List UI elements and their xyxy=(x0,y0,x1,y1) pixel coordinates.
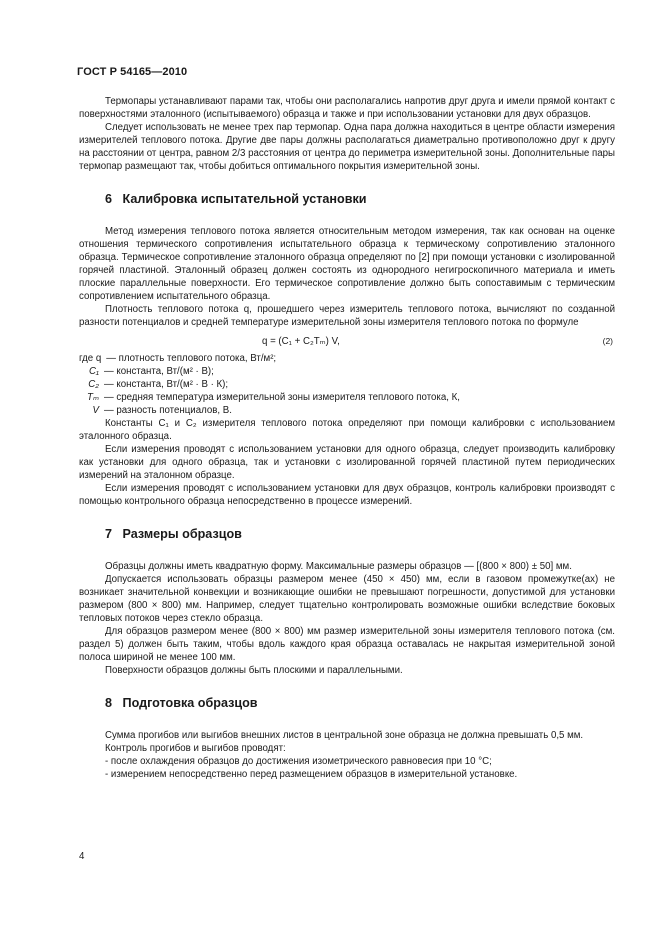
section-8-paragraph-1: Сумма прогибов или выгибов внешних листов в центральной зоне образца не должна превышать 0,5 мм. xyxy=(105,730,584,741)
definition-text: — плотность теплового потока, Вт/м²; xyxy=(106,353,277,364)
section-6-paragraph-4: Если измерения проводят с использованием установки для одного образца, следует производить калибровку как установки для одного образца, так и установки с изолированной горячей пластиной путем периодических измерений на эталонном образце. xyxy=(79,444,615,481)
formula-text: q = (C₁ + C₂Tₘ) V, xyxy=(262,336,340,347)
section-7-paragraph-3: Для образцов размером менее (800 × 800) мм размер измерительной зоны измерителя теплового потока (см. раздел 5) должен быть таким, чтобы вдоль каждого края образца оставалась не накрытая измерительной зоной полоса шириной не менее 100 мм. xyxy=(79,626,615,663)
page-content xyxy=(79,95,615,781)
formula-number: (2) xyxy=(602,336,613,346)
section-7-heading xyxy=(105,527,615,541)
section-8-list xyxy=(79,755,615,781)
section-6-paragraph-5: Если измерения проводят с использованием установки для двух образцов, контроль калибровки производят с помощью контрольного образца непосредственно в процессе измерений. xyxy=(79,483,615,507)
definition-row xyxy=(79,365,615,378)
definition-symbol: C₂ xyxy=(88,379,99,390)
running-header: ГОСТ Р 54165—2010 xyxy=(77,66,188,78)
definition-row xyxy=(79,378,615,391)
definition-symbol: Tₘ xyxy=(87,392,99,403)
section-7-paragraph-1: Образцы должны иметь квадратную форму. Максимальные размеры образцов — [(800 × 800) ± 50] мм. xyxy=(105,561,572,572)
definition-symbol: где q xyxy=(79,353,102,364)
section-8-number: 8 xyxy=(105,696,113,710)
section-6-title: Калибровка испытательной установки xyxy=(122,192,367,206)
list-item: - после охлаждения образцов до достижения изометрического равновесия при 10 °C; xyxy=(105,756,492,767)
definition-symbol: V xyxy=(92,405,99,416)
page-number: 4 xyxy=(79,851,85,862)
section-8-paragraph-2: Контроль прогибов и выгибов проводят: xyxy=(105,743,286,754)
section-6-number: 6 xyxy=(105,192,113,206)
definition-text: — средняя температура измерительной зоны измерителя теплового потока, К, xyxy=(104,392,460,403)
section-7-paragraph-2: Допускается использовать образцы размером менее (450 × 450) мм, если в газовом промежутке(ах) не возникает значительной конвекции и возникающие ошибки не превышают погрешности, допустимой для установки размером (800 × 800) мм. Например, следует тщательно контролировать возможные ошибки вследствие боковых тепловых потоков через стекло образца. xyxy=(79,574,615,624)
section-6-paragraph-3: Константы C₁ и C₂ измерителя теплового потока определяют при помощи калибровки с использованием эталонного образца. xyxy=(79,418,615,442)
section-7-title: Размеры образцов xyxy=(122,527,242,541)
section-8-title: Подготовка образцов xyxy=(122,696,258,710)
formula-definitions xyxy=(79,352,615,417)
section-7-paragraph-4: Поверхности образцов должны быть плоскими и параллельными. xyxy=(105,665,403,676)
intro-paragraph-2: Следует использовать не менее трех пар термопар. Одна пара должна находиться в центре области измерения измерителей теплового потока. Другие две пары должны располагаться диаметрально противоположно друг к другу на расстоянии от центра, равном 2/3 расстояния от центра до периметра измерительной зоны. Дополнительные пары термопар размещают так, чтобы добиться оптимального покрытия измерительной зоны. xyxy=(79,122,615,172)
definition-text: — разность потенциалов, В. xyxy=(104,405,232,416)
definition-text: — константа, Вт/(м² · В · К); xyxy=(104,379,229,390)
definition-row xyxy=(79,352,615,365)
intro-paragraph-1: Термопары устанавливают парами так, чтобы они располагались напротив друг друга и имели прямой контакт с поверхностями эталонного (испытываемого) образца и также и при использовании установки для двух образцов. xyxy=(79,96,615,120)
section-6-heading xyxy=(105,192,615,206)
definition-symbol: C₁ xyxy=(88,366,99,377)
formula-2 xyxy=(79,335,615,348)
section-6-paragraph-2: Плотность теплового потока q, прошедшего через измеритель теплового потока, вычисляют по созданной разности потенциалов и средней температуре измерительной зоны измерителя теплового потока по формуле xyxy=(79,304,615,328)
definition-text: — константа, Вт/(м² · В); xyxy=(104,366,214,377)
section-6-paragraph-1: Метод измерения теплового потока является относительным методом измерения, так как основан на оценке отношения термического сопротивления испытательного образца к термическому сопротивлению эталонного образца. Термическое сопротивление эталонного образца определяют по [2] при помощи установки с изолированной горячей пластиной. Эталонный образец должен состоять из однородного негигроскопичного материала и иметь плоские параллельные поверхности. Его термическое сопротивление должно быть сопоставимым с термическим сопротивлением испытательного образца. xyxy=(79,226,615,302)
section-7-number: 7 xyxy=(105,527,113,541)
list-item: - измерением непосредственно перед размещением образцов в измерительной установке. xyxy=(105,769,518,780)
section-8-heading xyxy=(105,696,615,710)
definition-row xyxy=(79,404,615,417)
definition-row xyxy=(79,391,615,404)
